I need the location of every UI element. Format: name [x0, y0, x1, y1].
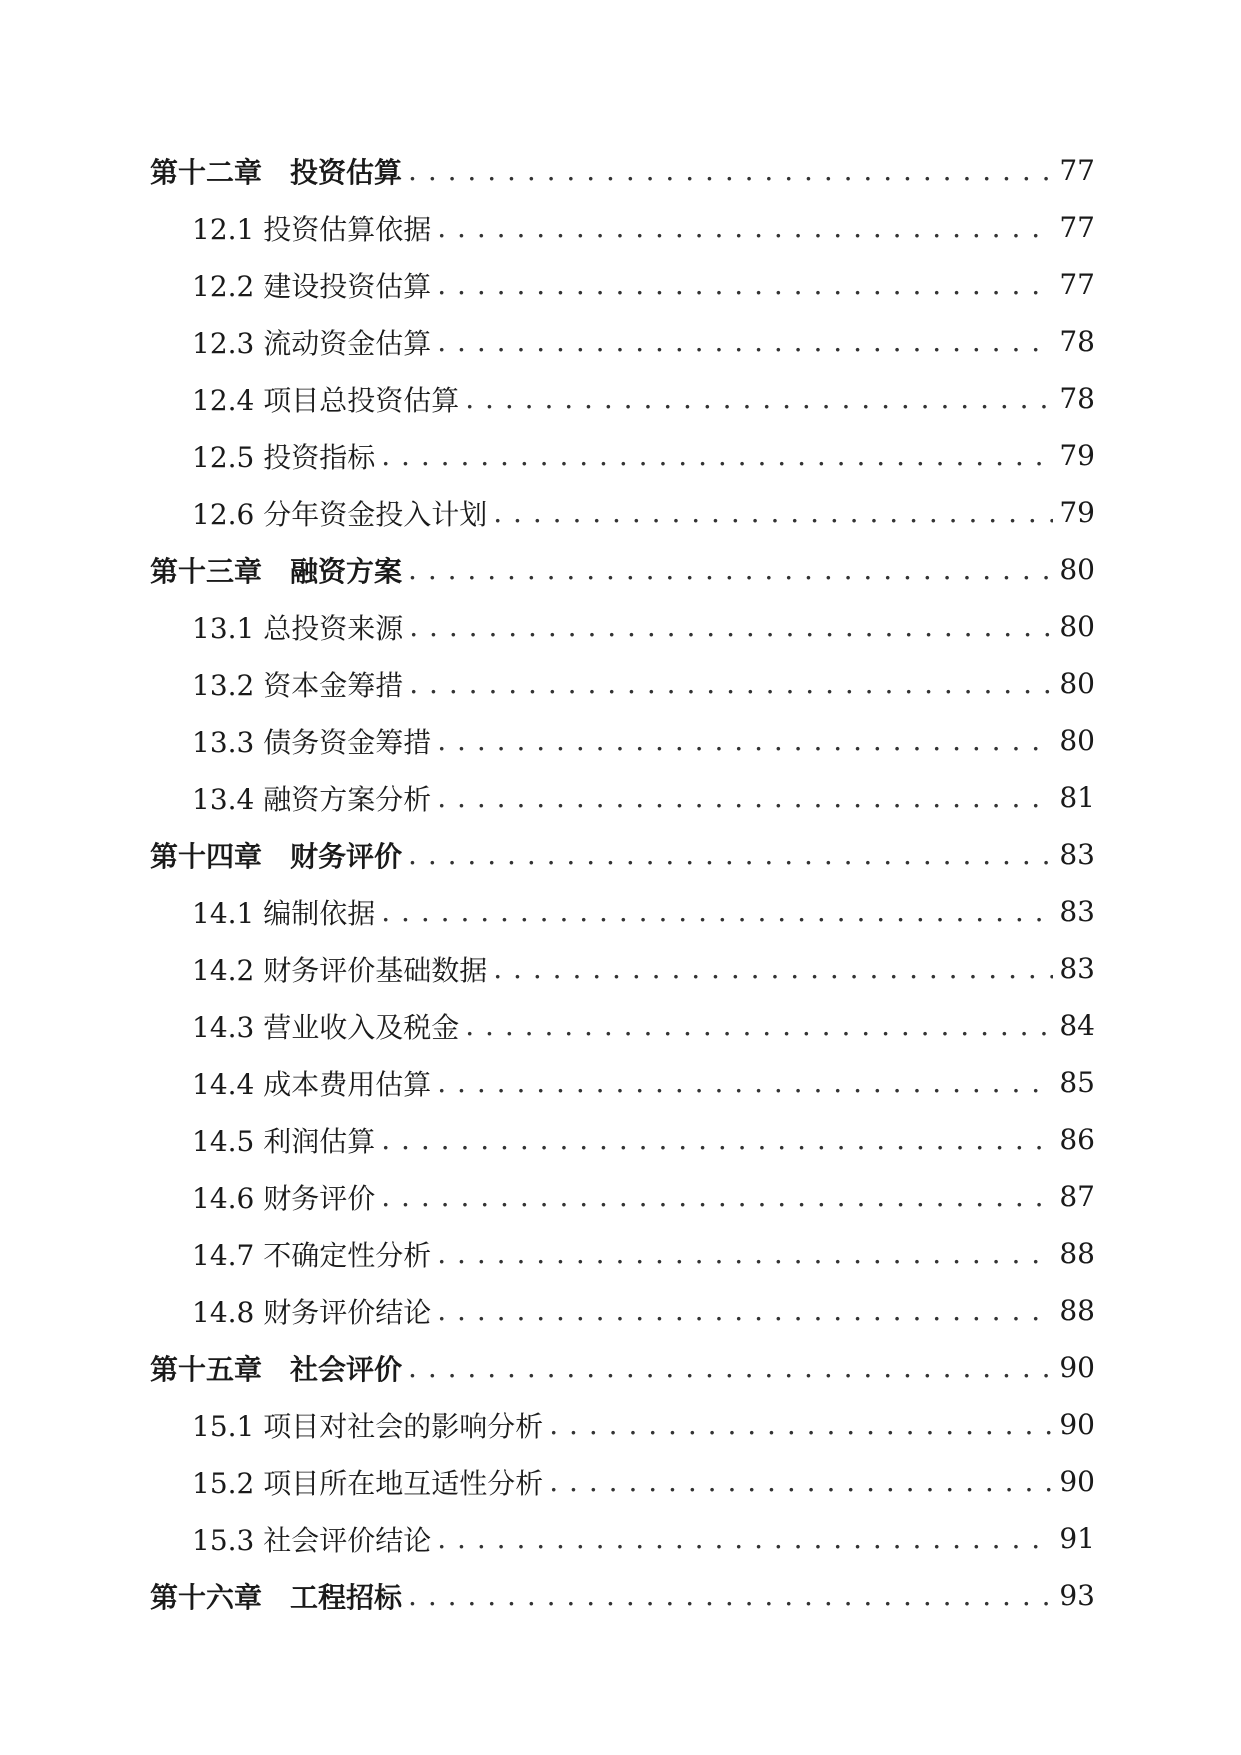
toc-entry-title: 第十四章 财务评价: [150, 839, 403, 873]
dot-leader: [437, 1522, 1053, 1555]
toc-section-15-3[interactable]: [150, 1510, 1095, 1567]
toc-page-number: 86: [1059, 1123, 1095, 1156]
toc-section-14-8[interactable]: [150, 1282, 1095, 1339]
toc-page-number: 83: [1059, 895, 1095, 928]
toc-page-number: 77: [1059, 211, 1095, 244]
dot-leader: [465, 382, 1053, 415]
dot-leader: [408, 553, 1053, 586]
toc-section-14-1[interactable]: [150, 883, 1095, 940]
toc-entry-title: 14.6 财务评价: [192, 1181, 376, 1215]
dot-leader: [437, 211, 1053, 244]
toc-section-14-5[interactable]: [150, 1111, 1095, 1168]
toc-section-13-1[interactable]: [150, 598, 1095, 655]
toc-section-12-4[interactable]: [150, 370, 1095, 427]
dot-leader: [408, 1579, 1053, 1612]
toc-page-number: 88: [1059, 1294, 1095, 1327]
dot-leader: [437, 268, 1053, 301]
toc-page-number: 80: [1059, 610, 1095, 643]
toc-entry-title: 12.3 流动资金估算: [192, 326, 432, 360]
toc-page-number: 77: [1059, 268, 1095, 301]
toc-entry-title: 第十六章 工程招标: [150, 1580, 403, 1614]
toc-section-14-6[interactable]: [150, 1168, 1095, 1225]
toc-entry-title: 15.2 项目所在地互适性分析: [192, 1466, 544, 1500]
toc-page-number: 85: [1059, 1066, 1095, 1099]
toc-entry-title: 14.4 成本费用估算: [192, 1067, 432, 1101]
toc-page-number: 90: [1059, 1351, 1095, 1384]
toc-page-number: 90: [1059, 1408, 1095, 1441]
dot-leader: [409, 610, 1053, 643]
toc-chapter-13[interactable]: [150, 541, 1095, 598]
toc-section-12-5[interactable]: [150, 427, 1095, 484]
toc-entry-title: 14.2 财务评价基础数据: [192, 953, 488, 987]
toc-section-15-1[interactable]: [150, 1396, 1095, 1453]
dot-leader: [549, 1408, 1053, 1441]
toc-section-13-2[interactable]: [150, 655, 1095, 712]
toc-page-number: 77: [1059, 154, 1095, 187]
dot-leader: [408, 154, 1053, 187]
dot-leader: [408, 838, 1053, 871]
toc-page-number: 83: [1059, 838, 1095, 871]
toc-page-number: 88: [1059, 1237, 1095, 1270]
toc-section-12-1[interactable]: [150, 199, 1095, 256]
toc-page-number: 84: [1059, 1009, 1095, 1042]
toc-entry-title: 12.1 投资估算依据: [192, 212, 432, 246]
toc-section-14-7[interactable]: [150, 1225, 1095, 1282]
toc-entry-title: 第十五章 社会评价: [150, 1352, 403, 1386]
toc-entry-title: 13.2 资本金筹措: [192, 668, 404, 702]
toc-page-number: 80: [1059, 553, 1095, 586]
toc-section-14-4[interactable]: [150, 1054, 1095, 1111]
toc-entry-title: 14.7 不确定性分析: [192, 1238, 432, 1272]
toc-section-13-3[interactable]: [150, 712, 1095, 769]
toc-section-14-3[interactable]: [150, 997, 1095, 1054]
dot-leader: [493, 952, 1053, 985]
toc-entry-title: 13.3 债务资金筹措: [192, 725, 432, 759]
dot-leader: [493, 496, 1053, 529]
toc-page-number: 90: [1059, 1465, 1095, 1498]
toc-entry-title: 14.3 营业收入及税金: [192, 1010, 460, 1044]
toc-entry-title: 12.5 投资指标: [192, 440, 376, 474]
dot-leader: [437, 1066, 1053, 1099]
toc-section-13-4[interactable]: [150, 769, 1095, 826]
dot-leader: [437, 781, 1053, 814]
dot-leader: [381, 1123, 1053, 1156]
toc-entry-title: 第十二章 投资估算: [150, 155, 403, 189]
toc-page-number: 78: [1059, 325, 1095, 358]
dot-leader: [437, 1294, 1053, 1327]
toc-section-12-6[interactable]: [150, 484, 1095, 541]
toc-page-number: 91: [1059, 1522, 1095, 1555]
dot-leader: [437, 724, 1053, 757]
toc-page-number: 81: [1059, 781, 1095, 814]
toc-page-number: 80: [1059, 667, 1095, 700]
toc-entry-title: 12.2 建设投资估算: [192, 269, 432, 303]
toc-entry-title: 15.1 项目对社会的影响分析: [192, 1409, 544, 1443]
dot-leader: [409, 667, 1053, 700]
toc-entry-title: 14.8 财务评价结论: [192, 1295, 432, 1329]
table-of-contents: [150, 142, 1095, 1624]
toc-entry-title: 14.5 利润估算: [192, 1124, 376, 1158]
toc-chapter-16[interactable]: [150, 1567, 1095, 1624]
toc-entry-title: 13.4 融资方案分析: [192, 782, 432, 816]
toc-section-14-2[interactable]: [150, 940, 1095, 997]
toc-section-12-2[interactable]: [150, 256, 1095, 313]
toc-page-number: 83: [1059, 952, 1095, 985]
toc-page-number: 87: [1059, 1180, 1095, 1213]
dot-leader: [381, 895, 1053, 928]
dot-leader: [408, 1351, 1053, 1384]
dot-leader: [381, 1180, 1053, 1213]
toc-entry-title: 第十三章 融资方案: [150, 554, 403, 588]
toc-page-number: 78: [1059, 382, 1095, 415]
toc-entry-title: 12.6 分年资金投入计划: [192, 497, 488, 531]
toc-page-number: 79: [1059, 496, 1095, 529]
toc-entry-title: 12.4 项目总投资估算: [192, 383, 460, 417]
toc-section-12-3[interactable]: [150, 313, 1095, 370]
dot-leader: [437, 325, 1053, 358]
toc-section-15-2[interactable]: [150, 1453, 1095, 1510]
toc-chapter-12[interactable]: [150, 142, 1095, 199]
toc-entry-title: 13.1 总投资来源: [192, 611, 404, 645]
toc-page-number: 80: [1059, 724, 1095, 757]
toc-entry-title: 14.1 编制依据: [192, 896, 376, 930]
dot-leader: [381, 439, 1053, 472]
dot-leader: [465, 1009, 1053, 1042]
toc-page-number: 93: [1059, 1579, 1095, 1612]
toc-page-number: 79: [1059, 439, 1095, 472]
toc-chapter-14[interactable]: [150, 826, 1095, 883]
toc-chapter-15[interactable]: [150, 1339, 1095, 1396]
dot-leader: [437, 1237, 1053, 1270]
dot-leader: [549, 1465, 1053, 1498]
toc-entry-title: 15.3 社会评价结论: [192, 1523, 432, 1557]
